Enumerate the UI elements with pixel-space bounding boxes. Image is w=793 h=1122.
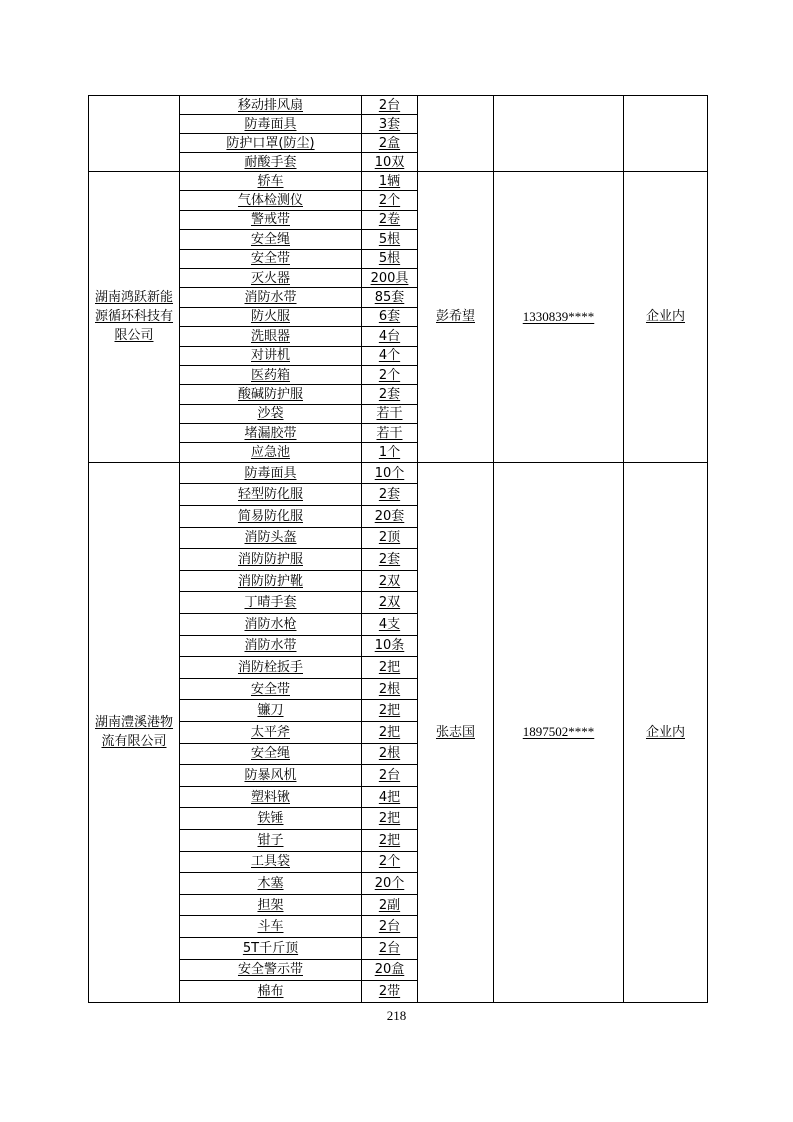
item-qty-cell bbox=[362, 765, 418, 787]
item-name: 铁锤 bbox=[257, 811, 284, 827]
item-name-cell bbox=[180, 327, 362, 346]
item-name-cell bbox=[180, 134, 362, 153]
item-name: 防火服 bbox=[250, 309, 290, 325]
item-name: 消防防护服 bbox=[237, 552, 303, 568]
item-name: 轿车 bbox=[257, 173, 284, 189]
company-name: 湖南澧溪港物流有限公司 bbox=[95, 715, 174, 750]
item-qty-cell bbox=[362, 549, 418, 571]
item-name-cell bbox=[180, 894, 362, 916]
item-qty-cell bbox=[362, 894, 418, 916]
phone-number: 1330839**** bbox=[522, 308, 595, 324]
item-name: 安全带 bbox=[250, 251, 290, 267]
item-qty-cell bbox=[362, 937, 418, 959]
item-name-cell bbox=[180, 365, 362, 384]
item-qty-cell bbox=[362, 153, 418, 172]
item-name-cell bbox=[180, 443, 362, 462]
item-qty: 2个 bbox=[378, 854, 401, 870]
item-name: 对讲机 bbox=[250, 348, 290, 364]
item-qty-cell bbox=[362, 721, 418, 743]
item-name: 棉布 bbox=[257, 983, 284, 999]
item-name: 防护口罩(防尘) bbox=[226, 135, 315, 151]
item-qty: 2副 bbox=[378, 897, 401, 913]
item-qty-cell bbox=[362, 981, 418, 1003]
item-name: 安全绳 bbox=[250, 746, 290, 762]
storage-location: 企业内 bbox=[645, 309, 685, 325]
item-qty-cell bbox=[362, 288, 418, 307]
item-name: 消防头盔 bbox=[244, 530, 297, 546]
item-name-cell bbox=[180, 721, 362, 743]
item-name-cell bbox=[180, 700, 362, 722]
item-name: 移动排风扇 bbox=[237, 97, 303, 113]
item-qty: 4个 bbox=[378, 348, 401, 364]
item-name-cell bbox=[180, 743, 362, 765]
item-qty: 2把 bbox=[378, 703, 401, 719]
contact-name: 彭希望 bbox=[435, 309, 475, 325]
item-qty: 2双 bbox=[378, 595, 401, 611]
item-name-cell bbox=[180, 786, 362, 808]
item-qty-cell bbox=[362, 307, 418, 326]
company-cell bbox=[89, 462, 180, 1002]
item-qty-cell bbox=[362, 424, 418, 443]
item-qty-cell bbox=[362, 249, 418, 268]
item-name-cell bbox=[180, 96, 362, 115]
item-qty: 6套 bbox=[378, 309, 401, 325]
company-name: 湖南鸿跃新能源循环科技有限公司 bbox=[95, 290, 174, 344]
item-qty: 5根 bbox=[378, 231, 401, 247]
item-qty: 20套 bbox=[374, 508, 405, 524]
item-qty-cell bbox=[362, 172, 418, 191]
item-name: 消防栓扳手 bbox=[237, 660, 303, 675]
item-name: 沙袋 bbox=[257, 406, 284, 422]
item-qty: 2把 bbox=[378, 832, 401, 848]
item-name-cell bbox=[180, 288, 362, 307]
item-qty-cell bbox=[362, 443, 418, 462]
item-qty-cell bbox=[362, 614, 418, 636]
item-name: 消防水带 bbox=[244, 638, 297, 654]
item-name-cell bbox=[180, 851, 362, 873]
item-qty: 10个 bbox=[374, 465, 405, 481]
item-name-cell bbox=[180, 937, 362, 959]
item-name: 防毒面具 bbox=[244, 116, 297, 132]
item-qty: 2台 bbox=[378, 940, 401, 956]
item-qty: 4台 bbox=[378, 328, 401, 344]
item-qty-cell bbox=[362, 346, 418, 365]
item-name-cell bbox=[180, 570, 362, 592]
item-name: 洗眼器 bbox=[250, 328, 290, 344]
company-cell bbox=[89, 96, 180, 172]
item-name-cell bbox=[180, 404, 362, 423]
item-qty-cell bbox=[362, 327, 418, 346]
item-qty: 85套 bbox=[374, 290, 405, 306]
item-qty: 2把 bbox=[378, 724, 401, 740]
item-qty: 3套 bbox=[378, 116, 401, 132]
item-qty-cell bbox=[362, 678, 418, 700]
item-qty: 20个 bbox=[374, 875, 405, 891]
item-qty: 4支 bbox=[378, 616, 401, 632]
item-qty-cell bbox=[362, 700, 418, 722]
item-name: 简易防化服 bbox=[237, 508, 303, 524]
phone-cell bbox=[494, 96, 624, 172]
item-qty: 2盒 bbox=[378, 135, 401, 151]
item-name-cell bbox=[180, 678, 362, 700]
item-qty: 2套 bbox=[378, 386, 401, 402]
item-name-cell bbox=[180, 385, 362, 404]
item-qty: 5根 bbox=[378, 251, 401, 267]
item-qty-cell bbox=[362, 743, 418, 765]
item-qty-cell bbox=[362, 851, 418, 873]
phone-cell bbox=[494, 172, 624, 463]
item-qty: 2双 bbox=[378, 573, 401, 589]
item-qty-cell bbox=[362, 385, 418, 404]
item-name-cell bbox=[180, 959, 362, 981]
item-name: 工具袋 bbox=[250, 854, 290, 870]
contact-cell bbox=[418, 172, 494, 463]
item-name: 医药箱 bbox=[250, 367, 290, 383]
item-name-cell bbox=[180, 307, 362, 326]
item-name: 斗车 bbox=[257, 919, 284, 935]
item-qty: 2台 bbox=[378, 767, 401, 783]
item-name-cell bbox=[180, 981, 362, 1003]
item-name: 安全警示带 bbox=[237, 962, 303, 978]
item-name: 塑料锹 bbox=[250, 789, 290, 805]
item-name-cell bbox=[180, 635, 362, 657]
item-name-cell bbox=[180, 462, 362, 484]
item-qty: 2套 bbox=[378, 552, 401, 568]
company-cell bbox=[89, 172, 180, 463]
item-name-cell bbox=[180, 614, 362, 636]
item-name: 防暴风机 bbox=[244, 767, 297, 783]
item-name-cell bbox=[180, 268, 362, 287]
item-name: 消防水带 bbox=[244, 290, 297, 306]
item-name-cell bbox=[180, 424, 362, 443]
item-name: 灭火器 bbox=[250, 270, 290, 286]
item-qty: 2把 bbox=[378, 811, 401, 827]
item-name: 安全带 bbox=[250, 681, 290, 697]
contact-name: 张志国 bbox=[435, 724, 475, 740]
item-qty: 2根 bbox=[378, 681, 401, 697]
item-qty: 2卷 bbox=[378, 212, 401, 228]
item-qty: 2台 bbox=[378, 97, 401, 113]
item-name-cell bbox=[180, 484, 362, 506]
item-name-cell bbox=[180, 829, 362, 851]
item-qty-cell bbox=[362, 786, 418, 808]
item-qty-cell bbox=[362, 916, 418, 938]
item-name: 轻型防化服 bbox=[237, 487, 303, 503]
item-qty-cell bbox=[362, 506, 418, 528]
item-name: 警戒带 bbox=[250, 212, 290, 228]
item-name: 堵漏胶带 bbox=[244, 425, 297, 441]
item-name-cell bbox=[180, 808, 362, 830]
item-qty: 20盒 bbox=[374, 962, 405, 978]
item-qty-cell bbox=[362, 404, 418, 423]
item-qty: 2带 bbox=[378, 983, 401, 999]
location-cell bbox=[624, 172, 708, 463]
item-name: 消防防护靴 bbox=[237, 573, 303, 589]
item-qty-cell bbox=[362, 134, 418, 153]
item-name-cell bbox=[180, 592, 362, 614]
item-qty-cell bbox=[362, 808, 418, 830]
item-qty-cell bbox=[362, 959, 418, 981]
item-qty-cell bbox=[362, 365, 418, 384]
phone-cell bbox=[494, 462, 624, 1002]
item-name: 镰刀 bbox=[257, 703, 284, 719]
item-name: 耐酸手套 bbox=[244, 154, 297, 170]
item-qty-cell bbox=[362, 191, 418, 210]
item-qty: 2顶 bbox=[378, 530, 401, 546]
item-qty: 2套 bbox=[378, 487, 401, 503]
item-name-cell bbox=[180, 506, 362, 528]
item-name-cell bbox=[180, 527, 362, 549]
item-qty: 1个 bbox=[378, 445, 401, 461]
page-number: 218 bbox=[386, 1008, 407, 1023]
item-qty-cell bbox=[362, 873, 418, 895]
table-row bbox=[89, 172, 708, 191]
item-qty-cell bbox=[362, 210, 418, 229]
item-qty-cell bbox=[362, 230, 418, 249]
item-qty: 2根 bbox=[378, 746, 401, 762]
item-name: 5T千斤顶 bbox=[242, 940, 299, 956]
storage-location: 企业内 bbox=[645, 724, 685, 740]
table-row bbox=[89, 462, 708, 484]
item-name: 担架 bbox=[257, 897, 284, 913]
item-name: 防毒面具 bbox=[244, 465, 297, 481]
item-qty-cell bbox=[362, 462, 418, 484]
item-name-cell bbox=[180, 172, 362, 191]
location-cell bbox=[624, 462, 708, 1002]
location-cell bbox=[624, 96, 708, 172]
item-name-cell bbox=[180, 210, 362, 229]
item-name-cell bbox=[180, 153, 362, 172]
resource-table bbox=[88, 95, 708, 1003]
item-qty: 1辆 bbox=[378, 173, 401, 189]
item-name: 消防水枪 bbox=[244, 616, 297, 632]
item-name: 酸碱防护服 bbox=[237, 386, 303, 402]
item-name-cell bbox=[180, 765, 362, 787]
contact-cell bbox=[418, 462, 494, 1002]
item-name-cell bbox=[180, 657, 362, 679]
item-qty-cell bbox=[362, 115, 418, 134]
item-qty-cell bbox=[362, 635, 418, 657]
item-name: 太平斧 bbox=[250, 724, 290, 740]
item-name: 应急池 bbox=[250, 445, 290, 461]
item-qty-cell bbox=[362, 268, 418, 287]
item-qty: 2把 bbox=[378, 660, 401, 675]
item-name: 丁晴手套 bbox=[244, 595, 297, 611]
item-name-cell bbox=[180, 115, 362, 134]
contact-cell bbox=[418, 96, 494, 172]
item-qty: 4把 bbox=[378, 789, 401, 805]
item-qty-cell bbox=[362, 592, 418, 614]
item-qty-cell bbox=[362, 829, 418, 851]
item-name-cell bbox=[180, 549, 362, 571]
item-name-cell bbox=[180, 916, 362, 938]
item-qty-cell bbox=[362, 484, 418, 506]
item-name: 安全绳 bbox=[250, 231, 290, 247]
item-name-cell bbox=[180, 346, 362, 365]
item-qty: 2个 bbox=[378, 367, 401, 383]
item-qty-cell bbox=[362, 527, 418, 549]
item-qty: 2台 bbox=[378, 919, 401, 935]
item-qty-cell bbox=[362, 657, 418, 679]
item-name: 气体检测仪 bbox=[237, 193, 303, 209]
item-qty: 10双 bbox=[374, 154, 405, 170]
table-row bbox=[89, 96, 708, 115]
phone-number: 1897502**** bbox=[522, 724, 595, 740]
item-name-cell bbox=[180, 191, 362, 210]
item-qty: 2个 bbox=[378, 193, 401, 209]
item-name: 钳子 bbox=[257, 832, 284, 848]
item-qty-cell bbox=[362, 96, 418, 115]
item-name-cell bbox=[180, 230, 362, 249]
item-qty: 若干 bbox=[376, 425, 403, 441]
item-qty: 10条 bbox=[374, 638, 405, 654]
item-name: 木塞 bbox=[257, 875, 284, 891]
item-qty: 200具 bbox=[370, 270, 409, 286]
item-qty: 若干 bbox=[376, 406, 403, 422]
item-name-cell bbox=[180, 873, 362, 895]
item-name-cell bbox=[180, 249, 362, 268]
item-qty-cell bbox=[362, 570, 418, 592]
resource-table-body bbox=[89, 96, 708, 1003]
